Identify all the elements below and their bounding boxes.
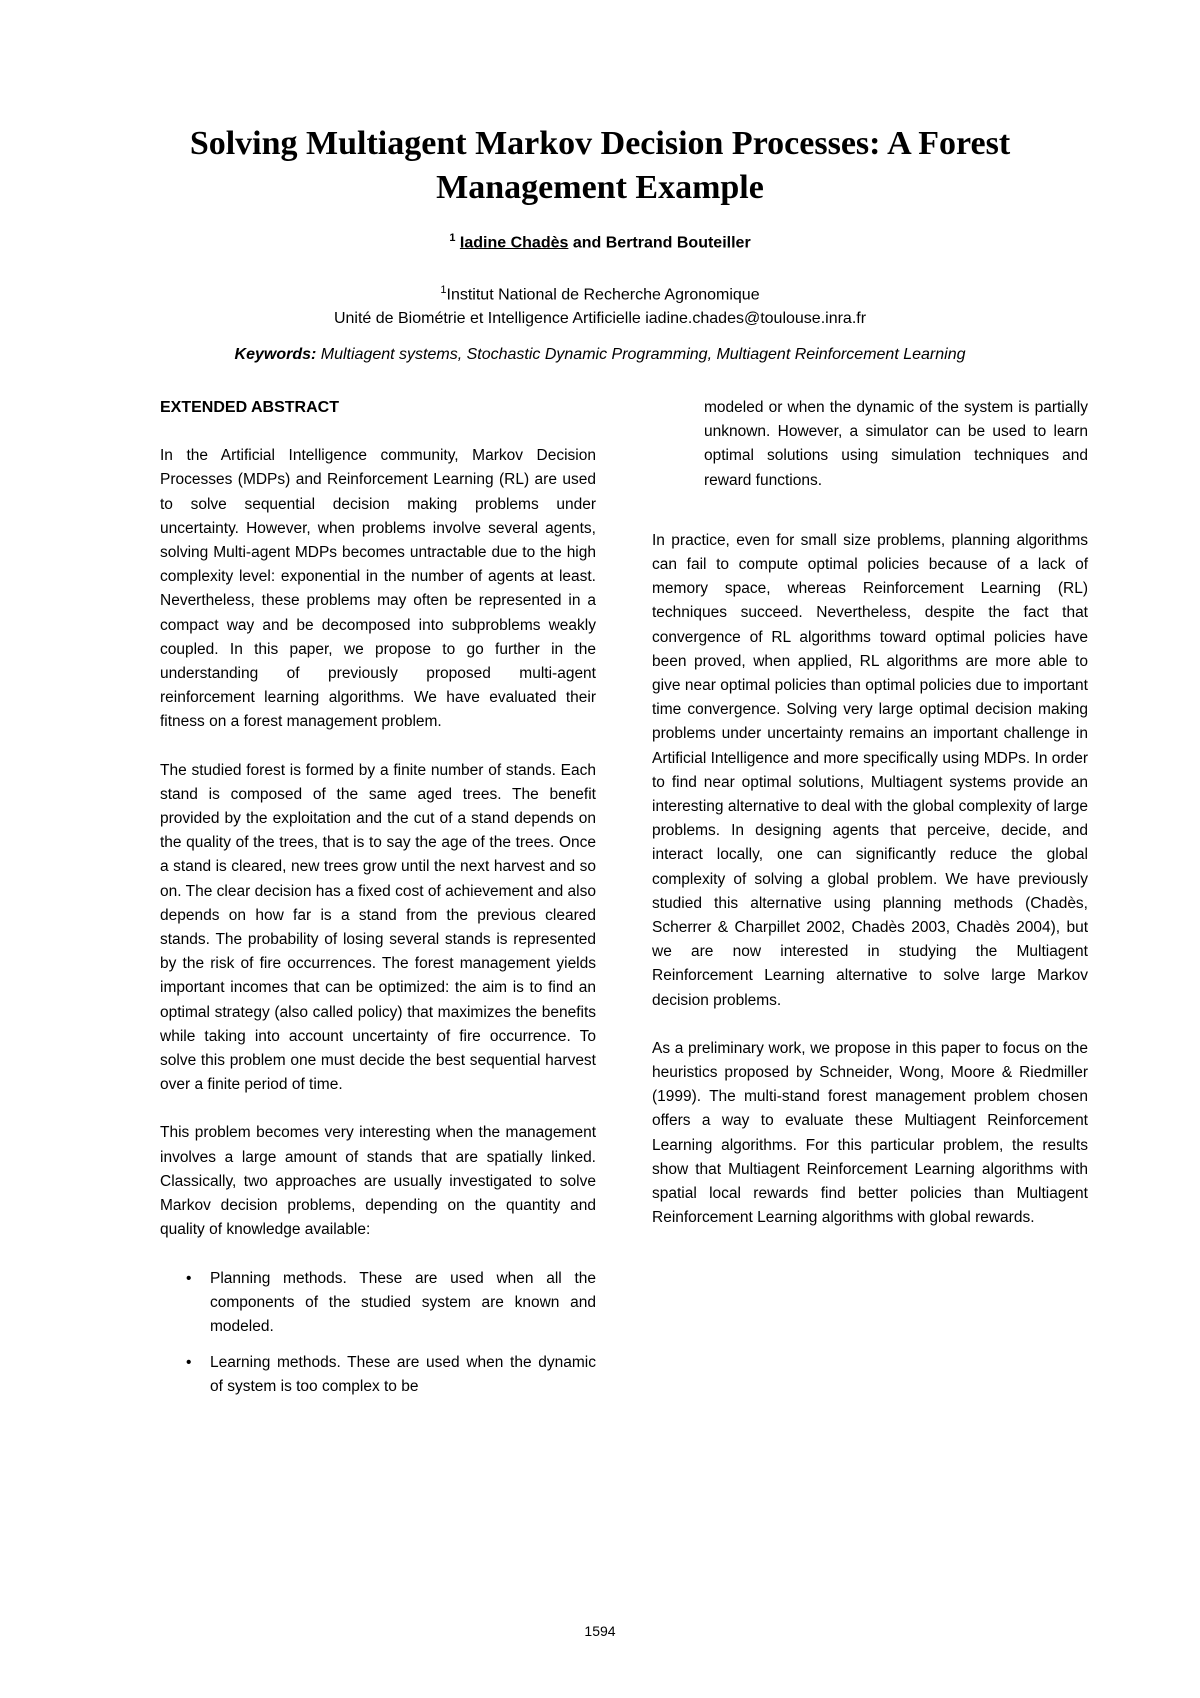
- author-conjunction: and: [572, 234, 602, 252]
- paragraph-continuation: modeled or when the dynamic of the system is partially unknown. However, a simulator can be used to learn optimal solutions using simulation techniques and reward functions.: [704, 399, 1088, 489]
- keywords: [100, 346, 1100, 364]
- page-number: 1594: [584, 1623, 616, 1639]
- list-item: • Planning methods. These are used when all the components of the studied system are known and modeled.: [210, 1267, 596, 1340]
- list-item: • Learning methods. These are used when the dynamic of system is too complex to be: [210, 1351, 596, 1399]
- paper-title: Solving Multiagent Markov Decision Processes: A Forest Management Example: [189, 125, 1011, 206]
- paragraph: In the Artificial Intelligence community, Markov Decision Processes (MDPs) and Reinforcement Learning (RL) are used to solve sequential decision making problems under uncertainty. However, when problems involve several agents, solving Multi-agent MDPs becomes untractable due to the high complexity level: exponential in the number of agents at least. Nevertheless, these problems may often be represented in a compact way and be decomposed into subproblems weakly coupled. In this paper, we propose to go further in the understanding of previously proposed multi-agent reinforcement learning algorithms. We have evaluated their fitness on a forest management problem.: [160, 447, 596, 731]
- paragraph: This problem becomes very interesting when the management involves a large amount of stands that are spatially linked. Classically, two approaches are usually investigated to solve Markov decision problems, depending on the quantity and quality of knowledge available:: [160, 1124, 596, 1239]
- methods-list: [160, 1267, 596, 1400]
- affiliation-line1: [150, 278, 1050, 307]
- paragraph: The studied forest is formed by a finite number of stands. Each stand is composed of the same aged trees. The benefit provided by the exploitation and the cut of a stand depends on the quality of the trees, that is to say the age of the trees. Once a stand is cleared, new trees grow until the next harvest and so on. The clear decision has a fixed cost of achievement and also depends on how far is a stand from the previous cleared stands. The probability of losing several stands is represented by the risk of fire occurrences. The forest management yields important incomes that can be optimized: the aim is to find an optimal strategy (also called policy) that maximizes the benefits while taking into account uncertainty of fire occurrence. To solve this problem one must decide the best sequential harvest over a finite period of time.: [160, 761, 596, 1094]
- author1-affil-marker: 1: [449, 232, 456, 244]
- keywords-label: Keywords:: [234, 346, 317, 363]
- paragraph: In practice, even for small size problems, planning algorithms can fail to compute optimal policies because of a lack of memory space, whereas Reinforcement Learning (RL) techniques succeed. Nevertheless, despite the fact that convergence of RL algorithms toward optimal policies have been proved, when applied, RL algorithms are more able to give near optimal policies than optimal policies due to important time convergence. Solving very large optimal decision making problems under uncertainty remains an important challenge in Artificial Intelligence and more specifically using MDPs. In order to find near optimal solutions, Multiagent systems provide an interesting alternative to deal with the global complexity of large problems. In designing agents that perceive, decide, and interact locally, one can significantly reduce the global complexity of solving a global problem. We have previously studied this alternative using planning methods (Chadès, Scherrer & Charpillet 2002, Chadès 2003, Chadès 2004), but we are now interested in studying the Multiagent Reinforcement Learning alternative to solve large Markov decision problems.: [652, 531, 1088, 1009]
- affiliation: [150, 278, 1050, 331]
- right-column: [652, 396, 1088, 1255]
- author2-name: Bertrand Bouteiller: [605, 234, 751, 252]
- author-line: [150, 232, 1050, 252]
- left-column: [160, 396, 596, 1412]
- affil-marker: 1: [440, 284, 447, 296]
- keywords-text: Multiagent systems, Stochastic Dynamic Programming, Multiagent Reinforcement Learning: [320, 346, 966, 363]
- author1-name[interactable]: Iadine Chadès: [459, 234, 569, 252]
- section-heading: EXTENDED ABSTRACT: [160, 399, 339, 416]
- affiliation-institute: Institut National de Recherche Agronomique: [446, 286, 760, 304]
- paragraph: As a preliminary work, we propose in this paper to focus on the heuristics proposed by Schneider, Wong, Moore & Riedmiller (1999). The multi-stand forest management problem chosen offers a way to evaluate these Multiagent Reinforcement Learning algorithms. For this particular problem, the results show that Multiagent Reinforcement Learning algorithms with spatial local rewards find better policies than Multiagent Reinforcement Learning algorithms with global rewards.: [652, 1039, 1088, 1227]
- affiliation-line2: Unité de Biométrie et Intelligence Artificielle iadine.chades@toulouse.inra.fr: [333, 310, 867, 328]
